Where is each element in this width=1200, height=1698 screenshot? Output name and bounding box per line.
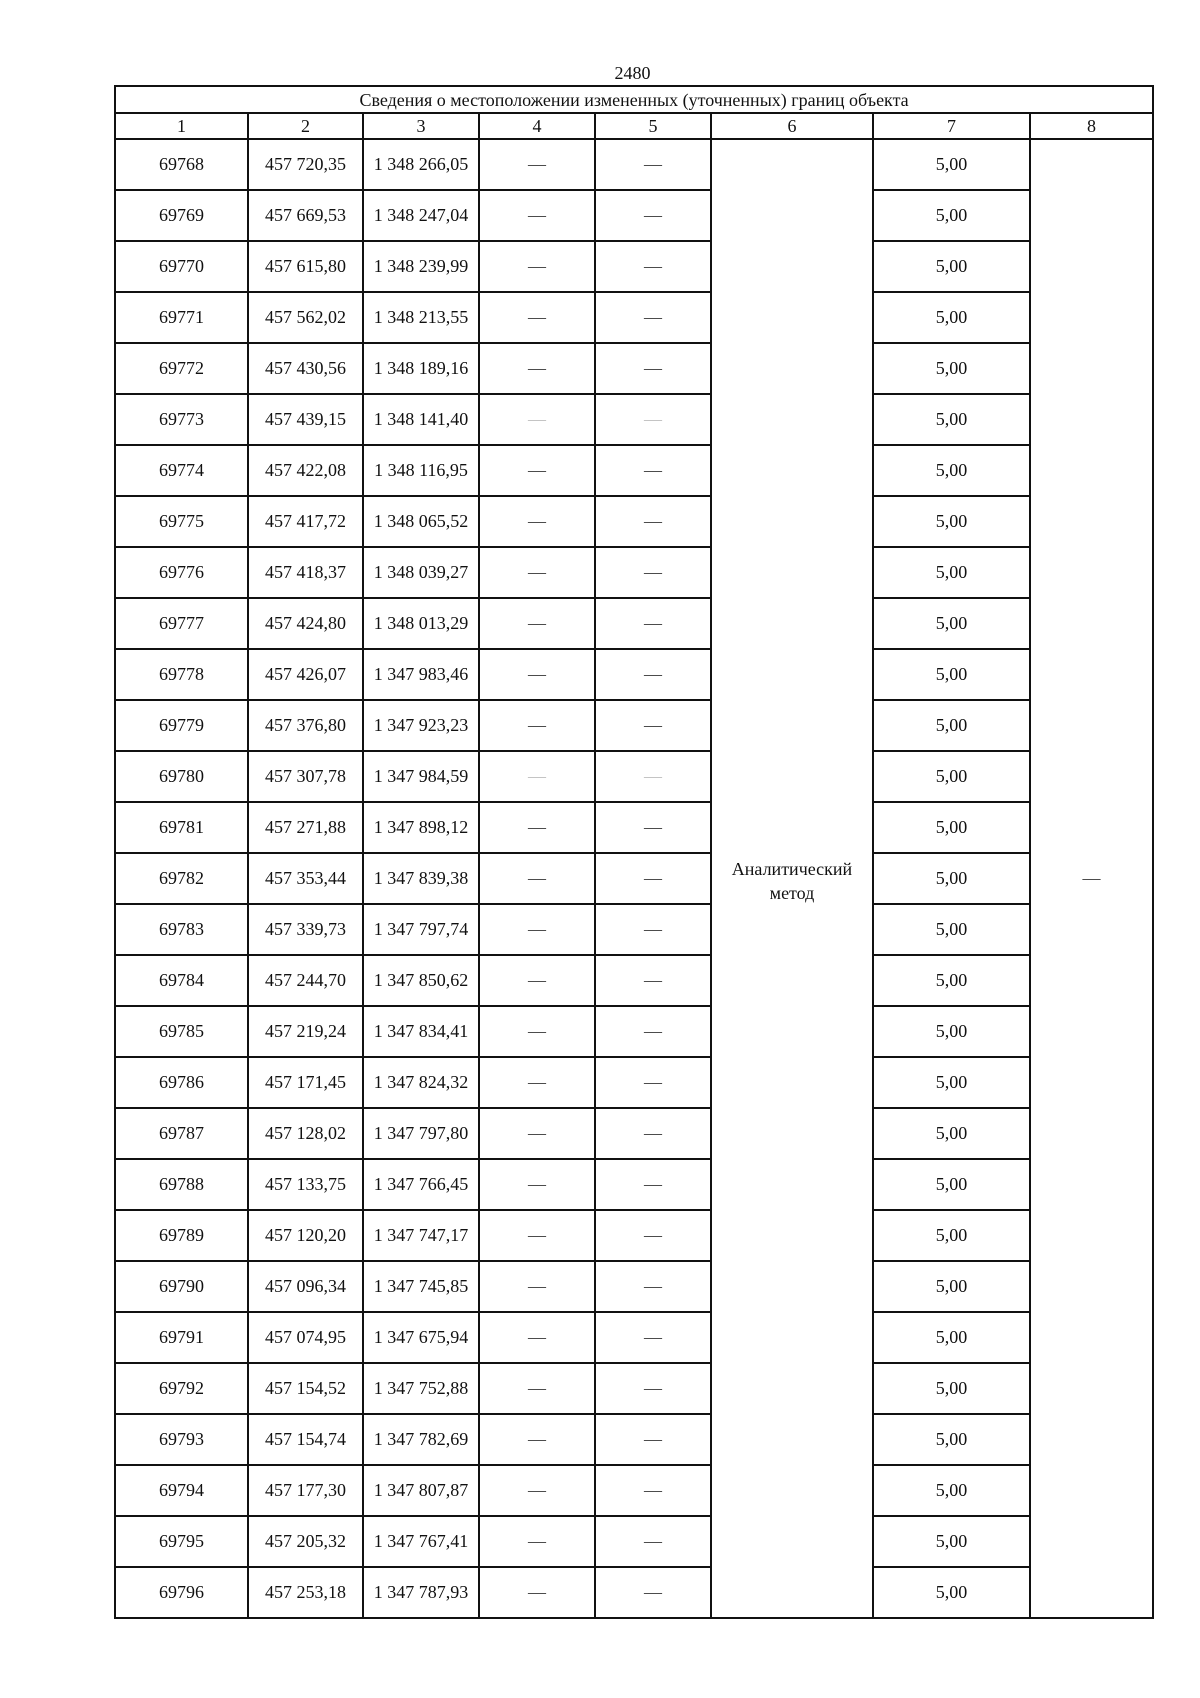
page-number: 2480 — [614, 63, 651, 83]
x-coordinate-cell: 457 417,72 — [248, 496, 363, 547]
y-coordinate-cell: 1 348 013,29 — [363, 598, 479, 649]
column-number-8: 8 — [1030, 113, 1153, 139]
point-number-cell: 69795 — [115, 1516, 248, 1567]
point-number-cell: 69792 — [115, 1363, 248, 1414]
y-coordinate-cell: 1 348 247,04 — [363, 190, 479, 241]
point-number-cell: 69780 — [115, 751, 248, 802]
point-number-cell: 69771 — [115, 292, 248, 343]
column-5-cell: — — [595, 1414, 711, 1465]
column-5-cell: — — [595, 1567, 711, 1618]
method-cell: Аналитический метод — [711, 139, 873, 1618]
table-row — [115, 139, 1153, 190]
point-number-cell: 69772 — [115, 343, 248, 394]
column-4-cell: — — [479, 190, 595, 241]
table-row — [115, 1006, 1153, 1057]
column-5-cell: — — [595, 649, 711, 700]
point-number-cell: 69779 — [115, 700, 248, 751]
accuracy-cell: 5,00 — [873, 190, 1030, 241]
point-number-cell: 69789 — [115, 1210, 248, 1261]
column-4-cell: — — [479, 1363, 595, 1414]
column-4-cell: — — [479, 394, 595, 445]
y-coordinate-cell: 1 347 747,17 — [363, 1210, 479, 1261]
table-row — [115, 1465, 1153, 1516]
y-coordinate-cell: 1 347 839,38 — [363, 853, 479, 904]
column-4-cell: — — [479, 1006, 595, 1057]
column-5-cell: — — [595, 292, 711, 343]
x-coordinate-cell: 457 171,45 — [248, 1057, 363, 1108]
table-row — [115, 853, 1153, 904]
column-4-cell: — — [479, 649, 595, 700]
point-number-cell: 69777 — [115, 598, 248, 649]
point-number-cell: 69796 — [115, 1567, 248, 1618]
column-number-6: 6 — [711, 113, 873, 139]
column-5-cell: — — [595, 904, 711, 955]
x-coordinate-cell: 457 253,18 — [248, 1567, 363, 1618]
x-coordinate-cell: 457 439,15 — [248, 394, 363, 445]
table-row — [115, 1567, 1153, 1618]
accuracy-cell: 5,00 — [873, 700, 1030, 751]
x-coordinate-cell: 457 562,02 — [248, 292, 363, 343]
column-5-cell: — — [595, 802, 711, 853]
table-row — [115, 292, 1153, 343]
column-number-2: 2 — [248, 113, 363, 139]
table-row — [115, 343, 1153, 394]
column-5-cell: — — [595, 853, 711, 904]
point-number-cell: 69773 — [115, 394, 248, 445]
x-coordinate-cell: 457 615,80 — [248, 241, 363, 292]
point-number-cell: 69770 — [115, 241, 248, 292]
column-4-cell: — — [479, 1159, 595, 1210]
column-5-cell: — — [595, 139, 711, 190]
column-8-cell: — — [1030, 139, 1153, 1618]
y-coordinate-cell: 1 347 797,80 — [363, 1108, 479, 1159]
y-coordinate-cell: 1 348 039,27 — [363, 547, 479, 598]
accuracy-cell: 5,00 — [873, 547, 1030, 598]
table-row — [115, 496, 1153, 547]
column-4-cell: — — [479, 241, 595, 292]
column-number-1: 1 — [115, 113, 248, 139]
column-4-cell: — — [479, 496, 595, 547]
y-coordinate-cell: 1 348 213,55 — [363, 292, 479, 343]
x-coordinate-cell: 457 096,34 — [248, 1261, 363, 1312]
table-row — [115, 190, 1153, 241]
y-coordinate-cell: 1 347 850,62 — [363, 955, 479, 1006]
accuracy-cell: 5,00 — [873, 1363, 1030, 1414]
column-number-5: 5 — [595, 113, 711, 139]
accuracy-cell: 5,00 — [873, 1516, 1030, 1567]
x-coordinate-cell: 457 271,88 — [248, 802, 363, 853]
accuracy-cell: 5,00 — [873, 1567, 1030, 1618]
accuracy-cell: 5,00 — [873, 904, 1030, 955]
column-4-cell: — — [479, 853, 595, 904]
table-row — [115, 802, 1153, 853]
y-coordinate-cell: 1 348 266,05 — [363, 139, 479, 190]
y-coordinate-cell: 1 347 766,45 — [363, 1159, 479, 1210]
x-coordinate-cell: 457 339,73 — [248, 904, 363, 955]
column-4-cell: — — [479, 1210, 595, 1261]
column-5-cell: — — [595, 445, 711, 496]
point-number-cell: 69782 — [115, 853, 248, 904]
y-coordinate-cell: 1 347 675,94 — [363, 1312, 479, 1363]
column-5-cell: — — [595, 394, 711, 445]
y-coordinate-cell: 1 347 983,46 — [363, 649, 479, 700]
accuracy-cell: 5,00 — [873, 802, 1030, 853]
y-coordinate-cell: 1 348 116,95 — [363, 445, 479, 496]
x-coordinate-cell: 457 720,35 — [248, 139, 363, 190]
accuracy-cell: 5,00 — [873, 394, 1030, 445]
accuracy-cell: 5,00 — [873, 1312, 1030, 1363]
x-coordinate-cell: 457 154,52 — [248, 1363, 363, 1414]
point-number-cell: 69768 — [115, 139, 248, 190]
point-number-cell: 69791 — [115, 1312, 248, 1363]
y-coordinate-cell: 1 347 807,87 — [363, 1465, 479, 1516]
x-coordinate-cell: 457 177,30 — [248, 1465, 363, 1516]
x-coordinate-cell: 457 307,78 — [248, 751, 363, 802]
accuracy-cell: 5,00 — [873, 598, 1030, 649]
y-coordinate-cell: 1 347 898,12 — [363, 802, 479, 853]
point-number-cell: 69776 — [115, 547, 248, 598]
column-4-cell: — — [479, 751, 595, 802]
x-coordinate-cell: 457 426,07 — [248, 649, 363, 700]
table-row — [115, 445, 1153, 496]
y-coordinate-cell: 1 347 782,69 — [363, 1414, 479, 1465]
x-coordinate-cell: 457 418,37 — [248, 547, 363, 598]
point-number-cell: 69783 — [115, 904, 248, 955]
column-4-cell: — — [479, 1261, 595, 1312]
table-row — [115, 1261, 1153, 1312]
column-4-cell: — — [479, 955, 595, 1006]
table-row — [115, 700, 1153, 751]
x-coordinate-cell: 457 430,56 — [248, 343, 363, 394]
accuracy-cell: 5,00 — [873, 241, 1030, 292]
column-4-cell: — — [479, 343, 595, 394]
y-coordinate-cell: 1 347 923,23 — [363, 700, 479, 751]
column-5-cell: — — [595, 1312, 711, 1363]
table-row — [115, 955, 1153, 1006]
point-number-cell: 69790 — [115, 1261, 248, 1312]
column-5-cell: — — [595, 1108, 711, 1159]
column-4-cell: — — [479, 292, 595, 343]
y-coordinate-cell: 1 347 752,88 — [363, 1363, 479, 1414]
accuracy-cell: 5,00 — [873, 853, 1030, 904]
y-coordinate-cell: 1 347 824,32 — [363, 1057, 479, 1108]
accuracy-cell: 5,00 — [873, 955, 1030, 1006]
x-coordinate-cell: 457 128,02 — [248, 1108, 363, 1159]
x-coordinate-cell: 457 205,32 — [248, 1516, 363, 1567]
point-number-cell: 69786 — [115, 1057, 248, 1108]
column-5-cell: — — [595, 190, 711, 241]
accuracy-cell: 5,00 — [873, 1108, 1030, 1159]
point-number-cell: 69778 — [115, 649, 248, 700]
column-4-cell: — — [479, 1108, 595, 1159]
column-5-cell: — — [595, 1006, 711, 1057]
column-5-cell: — — [595, 1159, 711, 1210]
y-coordinate-cell: 1 347 834,41 — [363, 1006, 479, 1057]
column-number-row — [115, 113, 1153, 139]
table-row — [115, 1057, 1153, 1108]
point-number-cell: 69775 — [115, 496, 248, 547]
x-coordinate-cell: 457 120,20 — [248, 1210, 363, 1261]
coordinates-table — [114, 85, 1154, 1619]
accuracy-cell: 5,00 — [873, 1006, 1030, 1057]
accuracy-cell: 5,00 — [873, 1414, 1030, 1465]
column-5-cell: — — [595, 955, 711, 1006]
x-coordinate-cell: 457 376,80 — [248, 700, 363, 751]
table-row — [115, 1159, 1153, 1210]
column-4-cell: — — [479, 700, 595, 751]
column-4-cell: — — [479, 547, 595, 598]
accuracy-cell: 5,00 — [873, 139, 1030, 190]
point-number-cell: 69794 — [115, 1465, 248, 1516]
column-number-3: 3 — [363, 113, 479, 139]
table-row — [115, 649, 1153, 700]
table-row — [115, 904, 1153, 955]
accuracy-cell: 5,00 — [873, 1057, 1030, 1108]
column-5-cell: — — [595, 1057, 711, 1108]
table-row — [115, 1363, 1153, 1414]
column-4-cell: — — [479, 445, 595, 496]
column-5-cell: — — [595, 496, 711, 547]
x-coordinate-cell: 457 133,75 — [248, 1159, 363, 1210]
x-coordinate-cell: 457 424,80 — [248, 598, 363, 649]
column-4-cell: — — [479, 1567, 595, 1618]
column-4-cell: — — [479, 598, 595, 649]
table-row — [115, 751, 1153, 802]
accuracy-cell: 5,00 — [873, 1159, 1030, 1210]
accuracy-cell: 5,00 — [873, 1210, 1030, 1261]
y-coordinate-cell: 1 347 745,85 — [363, 1261, 479, 1312]
column-4-cell: — — [479, 1414, 595, 1465]
accuracy-cell: 5,00 — [873, 1261, 1030, 1312]
column-4-cell: — — [479, 1516, 595, 1567]
table-row — [115, 598, 1153, 649]
point-number-cell: 69788 — [115, 1159, 248, 1210]
column-5-cell: — — [595, 1516, 711, 1567]
column-4-cell: — — [479, 802, 595, 853]
table-row — [115, 1108, 1153, 1159]
table-row — [115, 241, 1153, 292]
column-4-cell: — — [479, 1057, 595, 1108]
x-coordinate-cell: 457 219,24 — [248, 1006, 363, 1057]
column-4-cell: — — [479, 139, 595, 190]
table-title: Сведения о местоположении измененных (уточненных) границ объекта — [115, 86, 1153, 113]
column-number-4: 4 — [479, 113, 595, 139]
accuracy-cell: 5,00 — [873, 751, 1030, 802]
x-coordinate-cell: 457 422,08 — [248, 445, 363, 496]
y-coordinate-cell: 1 347 797,74 — [363, 904, 479, 955]
column-5-cell: — — [595, 1210, 711, 1261]
point-number-cell: 69781 — [115, 802, 248, 853]
column-5-cell: — — [595, 700, 711, 751]
table-row — [115, 547, 1153, 598]
y-coordinate-cell: 1 348 239,99 — [363, 241, 479, 292]
table-row — [115, 1210, 1153, 1261]
point-number-cell: 69787 — [115, 1108, 248, 1159]
x-coordinate-cell: 457 074,95 — [248, 1312, 363, 1363]
column-4-cell: — — [479, 904, 595, 955]
y-coordinate-cell: 1 347 984,59 — [363, 751, 479, 802]
table-row — [115, 1312, 1153, 1363]
accuracy-cell: 5,00 — [873, 445, 1030, 496]
table-row — [115, 394, 1153, 445]
x-coordinate-cell: 457 154,74 — [248, 1414, 363, 1465]
column-4-cell: — — [479, 1312, 595, 1363]
column-4-cell: — — [479, 1465, 595, 1516]
column-5-cell: — — [595, 1261, 711, 1312]
x-coordinate-cell: 457 353,44 — [248, 853, 363, 904]
y-coordinate-cell: 1 348 065,52 — [363, 496, 479, 547]
column-5-cell: — — [595, 598, 711, 649]
table-body — [115, 139, 1153, 1618]
column-5-cell: — — [595, 343, 711, 394]
column-5-cell: — — [595, 1363, 711, 1414]
accuracy-cell: 5,00 — [873, 496, 1030, 547]
y-coordinate-cell: 1 347 767,41 — [363, 1516, 479, 1567]
accuracy-cell: 5,00 — [873, 292, 1030, 343]
point-number-cell: 69793 — [115, 1414, 248, 1465]
column-5-cell: — — [595, 1465, 711, 1516]
point-number-cell: 69784 — [115, 955, 248, 1006]
accuracy-cell: 5,00 — [873, 343, 1030, 394]
accuracy-cell: 5,00 — [873, 649, 1030, 700]
table-row — [115, 1414, 1153, 1465]
y-coordinate-cell: 1 348 189,16 — [363, 343, 479, 394]
column-number-7: 7 — [873, 113, 1030, 139]
table-row — [115, 1516, 1153, 1567]
column-5-cell: — — [595, 547, 711, 598]
point-number-cell: 69769 — [115, 190, 248, 241]
y-coordinate-cell: 1 347 787,93 — [363, 1567, 479, 1618]
x-coordinate-cell: 457 669,53 — [248, 190, 363, 241]
column-5-cell: — — [595, 751, 711, 802]
column-5-cell: — — [595, 241, 711, 292]
accuracy-cell: 5,00 — [873, 1465, 1030, 1516]
point-number-cell: 69785 — [115, 1006, 248, 1057]
x-coordinate-cell: 457 244,70 — [248, 955, 363, 1006]
point-number-cell: 69774 — [115, 445, 248, 496]
y-coordinate-cell: 1 348 141,40 — [363, 394, 479, 445]
